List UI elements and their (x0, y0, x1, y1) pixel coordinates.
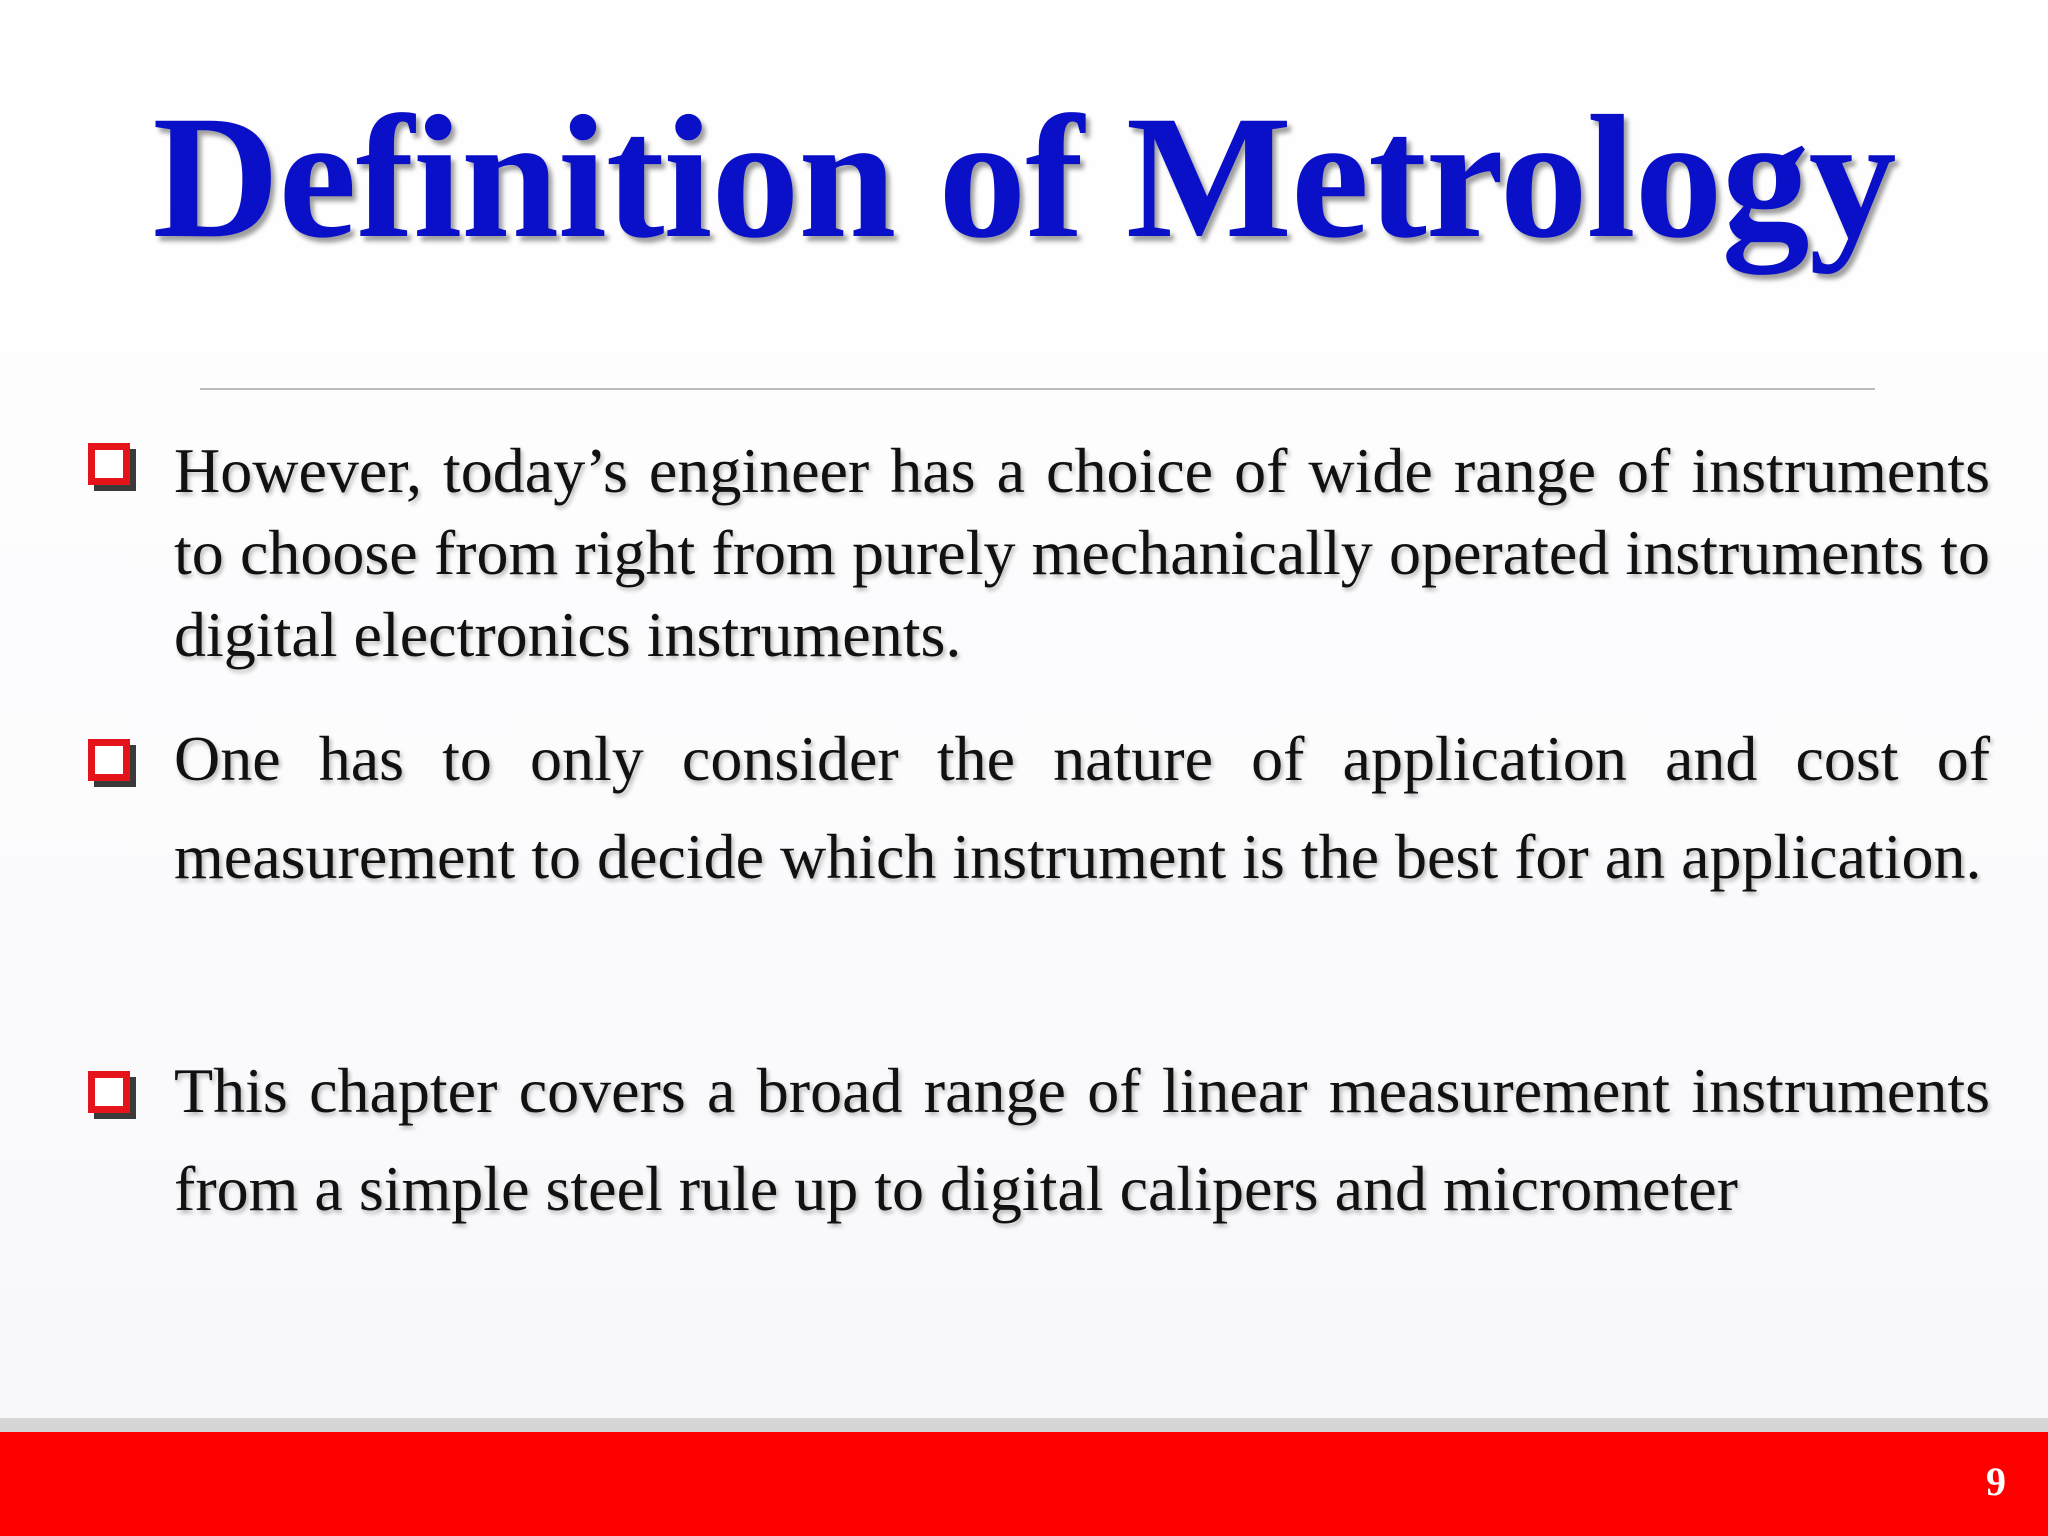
bullet-text: One has to only consider the nature of application and cost of measurement to decide which instrument is the best for an application. (174, 723, 1990, 892)
footer-bar (0, 1432, 2048, 1536)
footer-divider (0, 1418, 2048, 1432)
slide-title: Definition of Metrology (152, 80, 1896, 275)
checkbox-icon (88, 739, 130, 781)
page-number: 9 (1986, 1459, 2006, 1504)
checkbox-icon (88, 1071, 130, 1113)
title-divider (200, 388, 1875, 390)
checkbox-icon (88, 443, 130, 485)
bullet-text: This chapter covers a broad range of linear measurement instruments from a simple steel rule up to digital calipers and micrometer (174, 1055, 1990, 1224)
bullet-text: However, today’s engineer has a choice of wide range of instruments to choose from right from purely mechanically operated instruments to digital electronics instruments. (174, 435, 1990, 670)
